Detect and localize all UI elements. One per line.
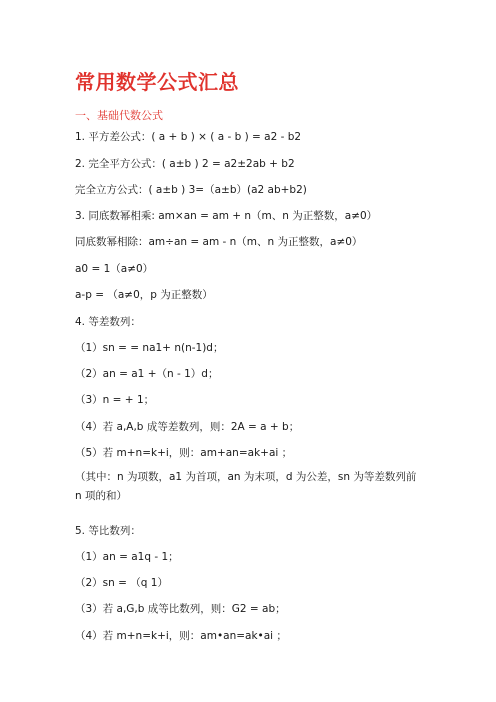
formula-line: 3. 同底数幂相乘: am×an = am + n（m、n 为正整数，a≠0） xyxy=(75,210,378,222)
section-heading: 一、基础代数公式 xyxy=(75,109,163,122)
formula-line: （2）an = a1 +（n - 1）d； xyxy=(75,368,219,380)
formula-line: （3）若 a,G,b 成等比数列，则：G2 = ab； xyxy=(75,603,286,615)
formula-line: a-p = （a≠0，p 为正整数） xyxy=(75,289,213,301)
formula-line: （1）an = a1q - 1； xyxy=(75,551,179,563)
formula-note: （其中：n 为项数，a1 为首项，an 为末项，d 为公差，sn 为等差数列前 n 项的和） xyxy=(75,471,417,502)
formula-line: （1）sn = = na1+ n(n-1)d； xyxy=(75,342,224,354)
document-title: 常用数学公式汇总 xyxy=(75,70,239,94)
formula-line: （3）n = + 1； xyxy=(75,394,155,406)
formula-line: 1. 平方差公式：( a + b ) × ( a - b ) = a2 - b2 xyxy=(75,131,302,143)
formula-line: 完全立方公式：( a±b ) 3=（a±b）(a2 ab+b2) xyxy=(75,184,307,196)
formula-line: （4）若 a,A,b 成等差数列，则：2A = a + b； xyxy=(75,421,300,433)
formula-line: 同底数幂相除：am÷an = am - n（m、n 为正整数，a≠0） xyxy=(75,236,363,248)
formula-line: 2. 完全平方公式：( a±b ) 2 = a2±2ab + b2 xyxy=(75,158,295,170)
formula-line: 4. 等差数列： xyxy=(75,316,141,328)
formula-line: 5. 等比数列： xyxy=(75,525,141,537)
formula-line: （5）若 m+n=k+i，则：am+an=ak+ai ； xyxy=(75,447,293,459)
formula-line: （2）sn = （q 1） xyxy=(75,577,168,589)
formula-line: （4）若 m+n=k+i，则：am•an=ak•ai ； xyxy=(75,630,287,642)
formula-line: a0 = 1（a≠0） xyxy=(75,263,154,275)
